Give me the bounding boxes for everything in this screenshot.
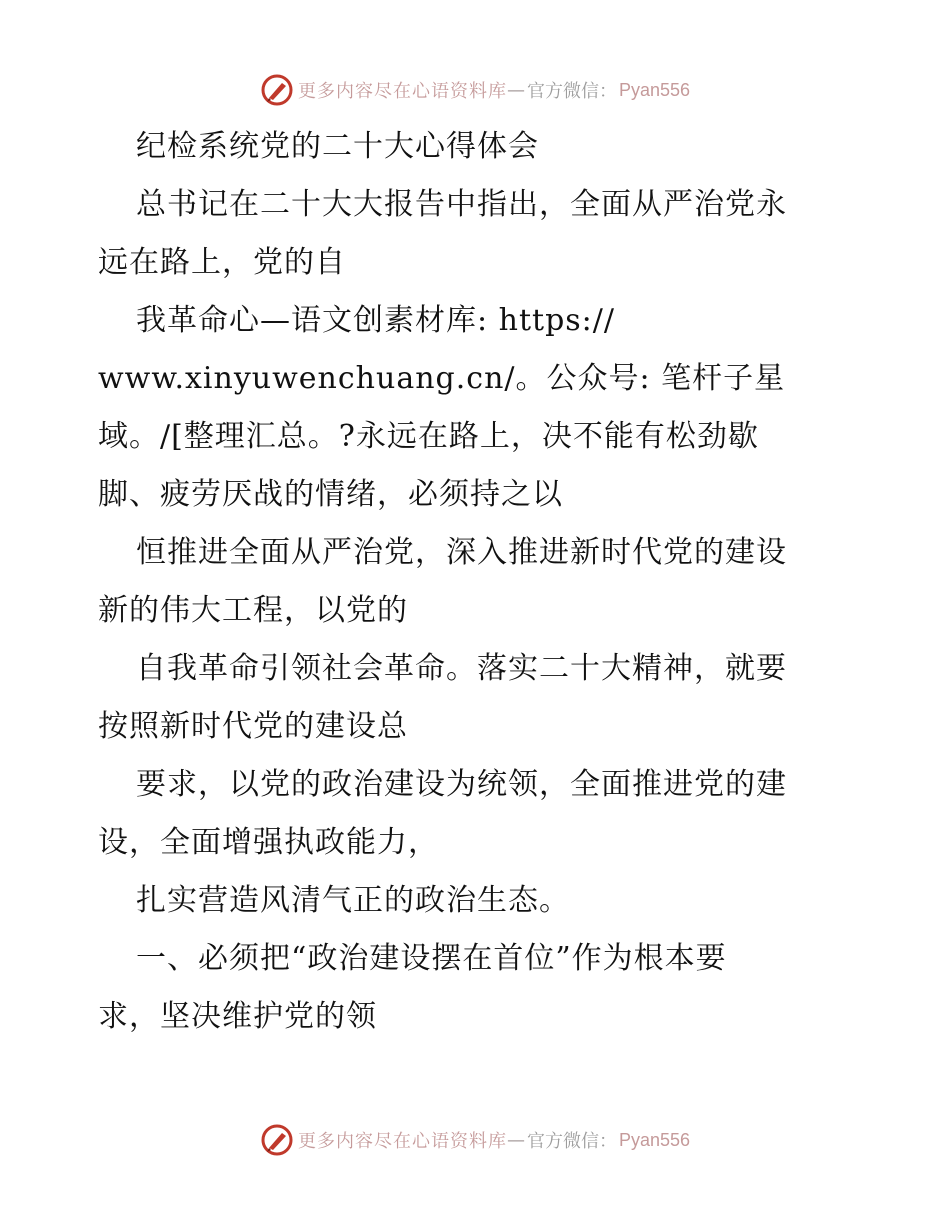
paragraph-line: 远在路上，党的自	[98, 245, 346, 280]
footer-banner	[0, 1120, 950, 1160]
paragraph-line: 按照新时代党的建设总	[98, 709, 408, 744]
banner-text: 更多内容尽在心语资料库	[297, 81, 507, 102]
paragraph-line: 总书记在二十大大报告中指出，全面从严治党永	[136, 187, 787, 222]
banner-text: 更多内容尽在心语资料库	[297, 1131, 507, 1152]
section-heading-line: 一、必须把“政治建设摆在首位”作为根本要	[136, 941, 727, 976]
paragraph-line: 我革命心—语文创素材库: https://	[136, 303, 615, 338]
banner-dash: —	[506, 79, 525, 101]
pen-logo-icon	[260, 73, 294, 107]
paragraph-line: 自我革命引领社会革命。落实二十大精神，就要	[136, 651, 787, 686]
pen-logo-icon	[260, 1123, 294, 1157]
paragraph-line: 恒推进全面从严治党，深入推进新时代党的建设	[136, 535, 787, 570]
banner-wechat-id: Pyan556	[618, 79, 691, 100]
document-body	[98, 118, 858, 1046]
paragraph-line: 新的伟大工程，以党的	[98, 593, 408, 628]
paragraph-line: 脚、疲劳厌战的情绪，必须持之以	[98, 477, 563, 512]
paragraph-line: 扎实营造风清气正的政治生态。	[136, 883, 570, 918]
banner-wechat-id: Pyan556	[618, 1129, 691, 1150]
banner-wechat-label: 官方微信：	[526, 81, 617, 102]
banner-dash: —	[506, 1129, 525, 1151]
document-title: 纪检系统党的二十大心得体会	[136, 129, 539, 164]
paragraph-line: 域。/[整理汇总。?永远在路上，决不能有松劲歇	[98, 419, 759, 454]
paragraph-line: 设，全面增强执政能力，	[98, 825, 439, 860]
paragraph-line: 求，坚决维护党的领	[98, 999, 377, 1034]
header-banner	[0, 70, 950, 110]
paragraph-line: www.xinyuwenchuang.cn/。公众号: 笔杆子星	[98, 361, 786, 396]
paragraph-line: 要求，以党的政治建设为统领，全面推进党的建	[136, 767, 787, 802]
banner-wechat-label: 官方微信：	[526, 1131, 617, 1152]
